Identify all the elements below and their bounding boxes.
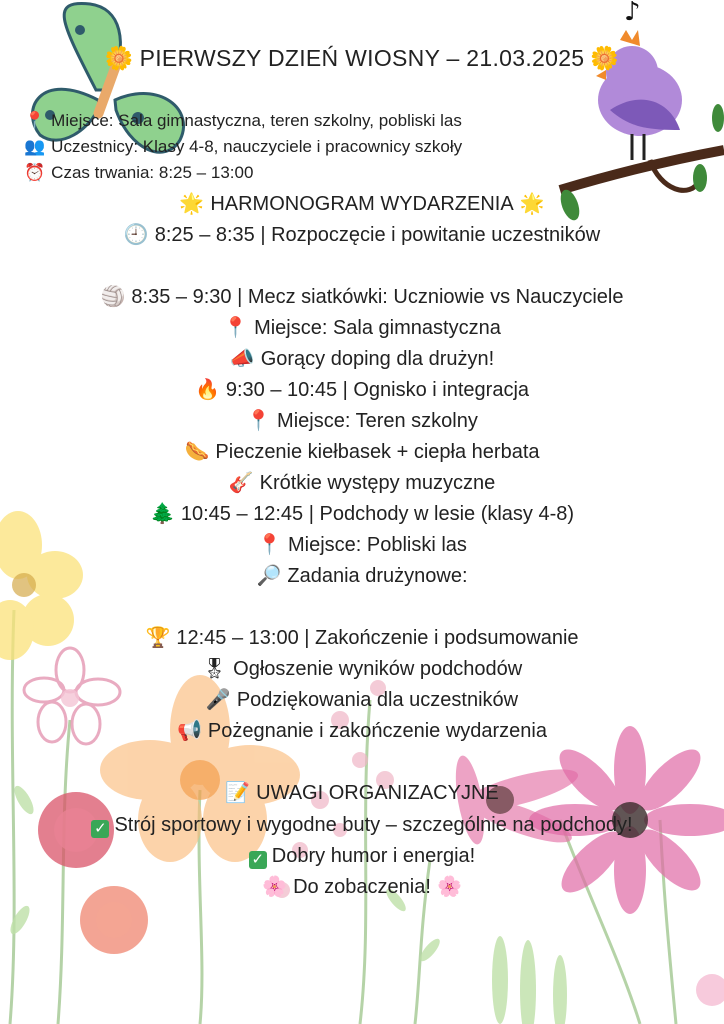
info-place: 📍 Miejsce: Sala gimnastyczna, teren szkolny, pobliski las [24, 111, 462, 130]
pin-icon: 📍 [223, 317, 249, 339]
memo-icon: 📝 [225, 782, 251, 804]
daisy-icon: 🌼 [104, 45, 134, 71]
note-item: ✓ Strój sportowy i wygodne buty – szczególnie na podchody! [0, 812, 724, 838]
schedule-heading: HARMONOGRAM WYDARZENIA [210, 193, 514, 215]
event-title-line [0, 45, 724, 71]
info-duration: ⏰ Czas trwania: 8:25 – 13:00 [24, 163, 254, 182]
checkmark-icon: ✓ [249, 851, 267, 869]
schedule-item: 🔥 9:30 – 10:45 | Ognisko i integracja [194, 379, 530, 401]
sun-icon: 🌟 [179, 193, 205, 215]
sun-icon: 🌟 [519, 193, 545, 215]
blossom-icon: 🌸 [436, 876, 462, 898]
notes-heading-line [0, 780, 724, 806]
svg-text:♪: ♪ [624, 0, 641, 27]
magnifier-icon: 🔎 [256, 565, 282, 587]
schedule-item: 🎸 Krótkie występy muzyczne [228, 472, 496, 494]
notes-heading: UWAGI ORGANIZACYJNE [256, 782, 499, 804]
pin-icon: 📍 [257, 534, 282, 556]
info-participants: 👥 Uczestnicy: Klasy 4-8, nauczyciele i pracownicy szkoły [24, 137, 463, 156]
schedule-item: 🎤 Podziękowania dla uczestników [205, 689, 519, 711]
trophy-icon: 🏆 [145, 627, 171, 649]
schedule-item: 📣 Gorący doping dla drużyn! [229, 348, 495, 370]
pin-icon: 📍 [246, 410, 272, 432]
schedule-item: 🕘 8:25 – 8:35 | Rozpoczęcie i powitanie uczestników [123, 224, 601, 246]
fire-icon: 🔥 [194, 379, 220, 401]
schedule-item: 🎖 Ogłoszenie wyników podchodów [201, 658, 523, 680]
schedule-item: 📍 Miejsce: Teren szkolny [246, 410, 478, 432]
clock-icon: 🕘 [123, 224, 149, 246]
loudspeaker-icon: 📢 [176, 720, 202, 742]
schedule-item: 📍 Miejsce: Sala gimnastyczna [223, 317, 501, 339]
schedule-heading-line [0, 191, 724, 217]
note-item: ✓ Dobry humor i energia! [0, 843, 724, 869]
event-title: PIERWSZY DZIEŃ WIOSNY – 21.03.2025 [139, 45, 585, 71]
closing-text: Do zobaczenia! [293, 876, 431, 898]
daisy-icon: 🌼 [590, 45, 620, 71]
schedule-item: 🏆 12:45 – 13:00 | Zakończenie i podsumowanie [145, 627, 579, 649]
schedule-item: 📍 Miejsce: Pobliski las [257, 534, 467, 556]
pin-icon: 📍 [24, 111, 46, 130]
schedule-item: 🔎 Zadania drużynowe: [256, 565, 468, 587]
blossom-icon: 🌸 [262, 876, 288, 898]
schedule-item: 🏐 8:35 – 9:30 | Mecz siatkówki: Uczniowie vs Nauczyciele [100, 286, 624, 308]
schedule-item: 🌭 Pieczenie kiełbasek + ciepła herbata [184, 441, 540, 463]
people-icon: 👥 [24, 137, 46, 156]
sausage-icon: 🌭 [184, 441, 210, 463]
guitar-icon: 🎸 [228, 472, 254, 494]
tree-icon: 🌲 [149, 503, 175, 525]
schedule-item: 📢 Pożegnanie i zakończenie wydarzenia [176, 720, 547, 742]
checkmark-icon: ✓ [91, 820, 109, 838]
closing-line [0, 874, 724, 900]
microphone-icon: 🎤 [205, 689, 231, 711]
megaphone-icon: 📣 [229, 348, 255, 370]
medal-icon: 🎖 [201, 658, 228, 680]
alarm-clock-icon: ⏰ [24, 163, 46, 182]
schedule-item: 🌲 10:45 – 12:45 | Podchody w lesie (klasy 4-8) [149, 503, 575, 525]
volleyball-icon: 🏐 [100, 286, 126, 308]
